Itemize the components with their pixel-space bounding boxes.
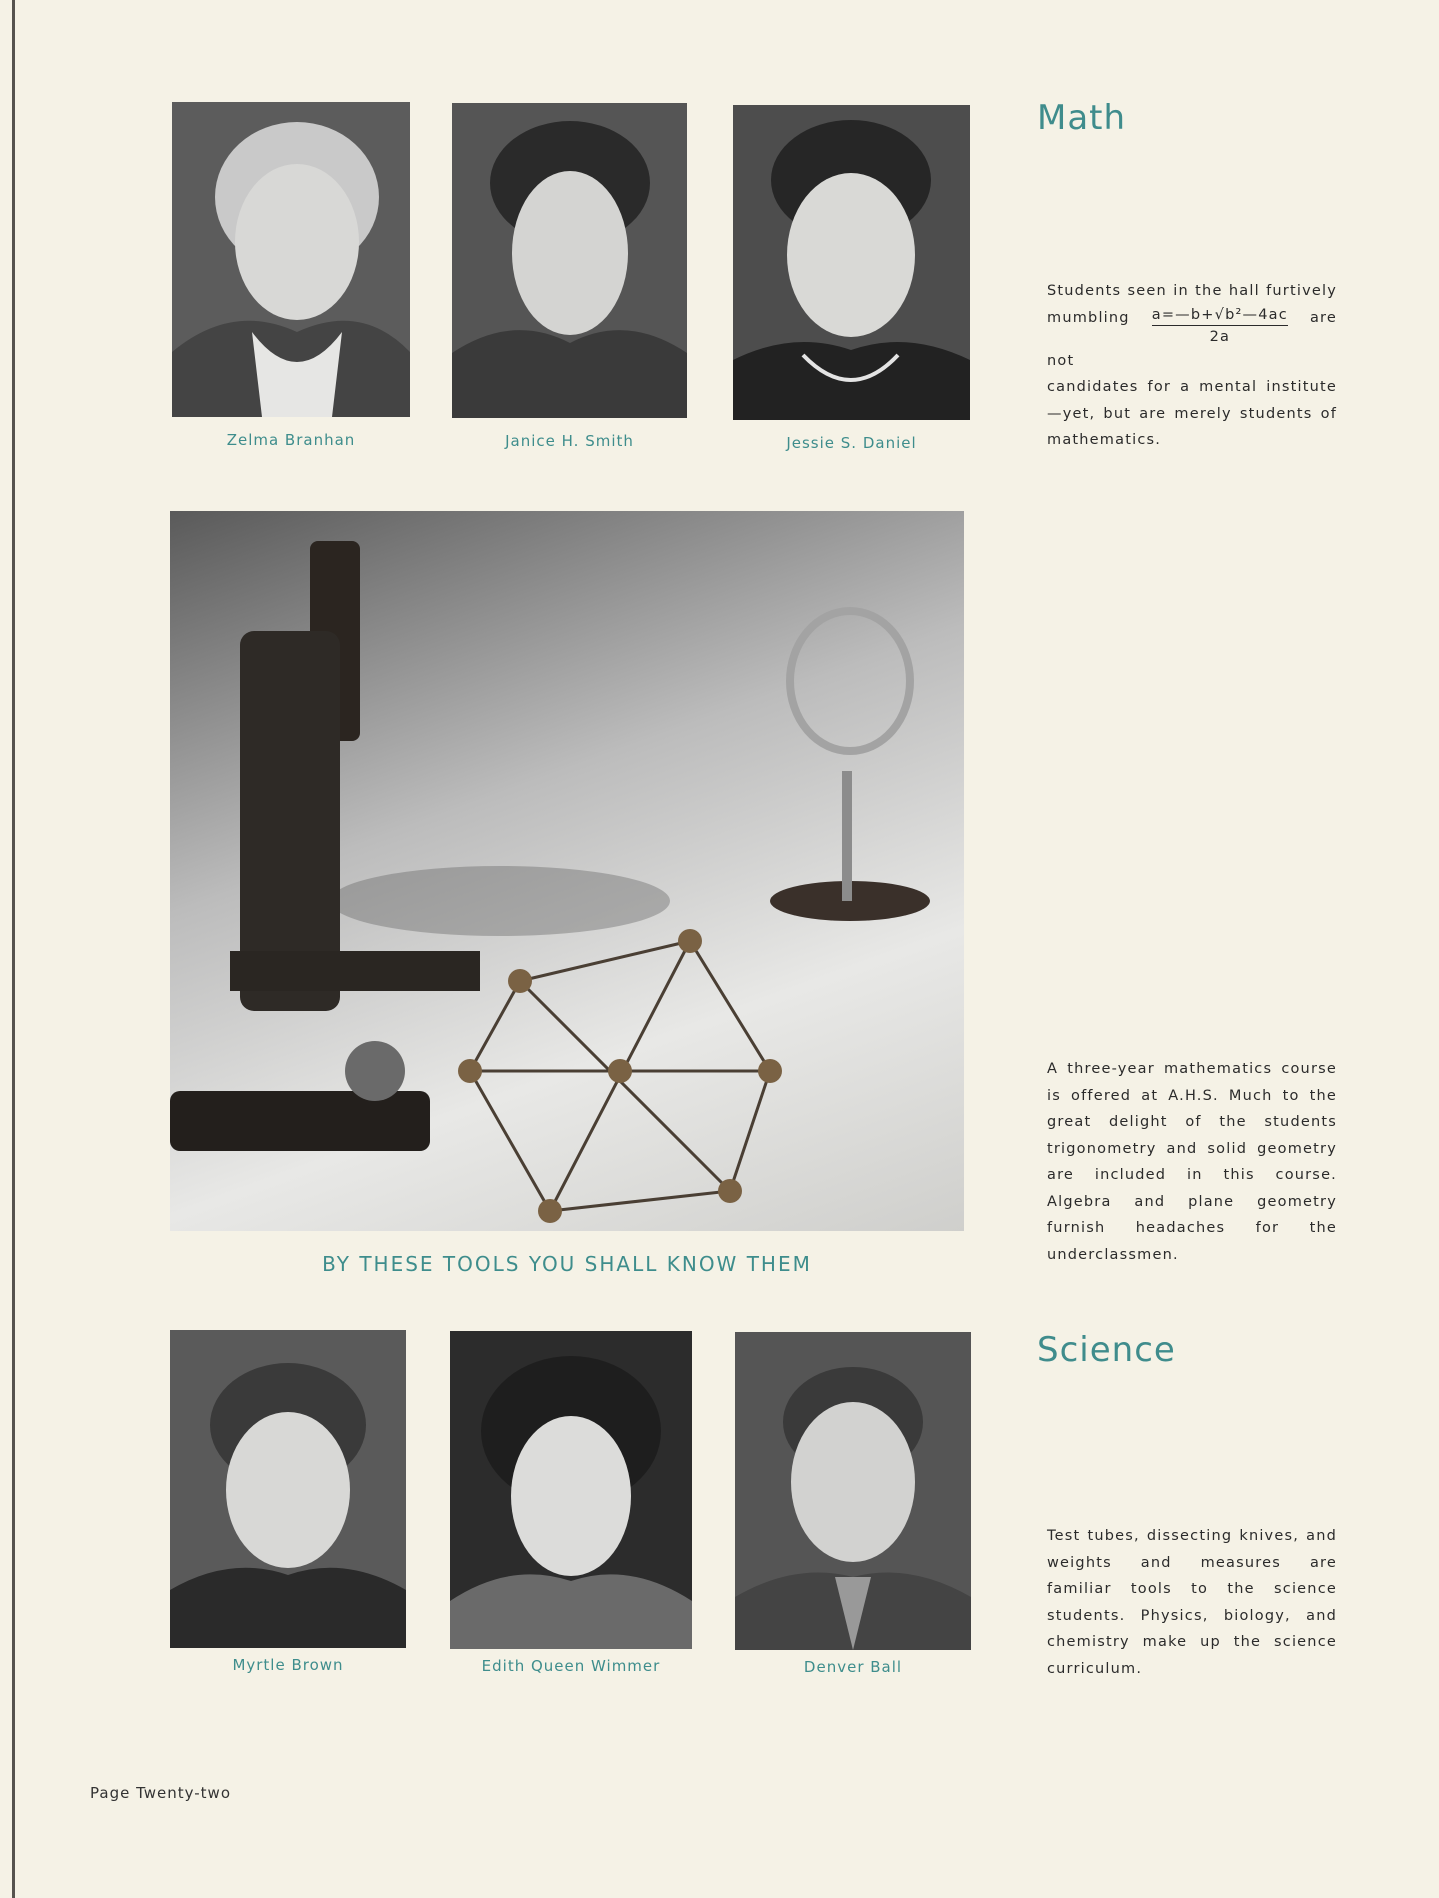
portrait-photo [170,1330,406,1648]
section-heading-math: Math [1037,98,1127,138]
math-course-paragraph: A three-year mathematics course is offered at A.H.S. Much to the great delight of the students trigonometry and solid geometry are included in this course. Algebra and plane geometry furnish headaches for the underclassmen. [1047,1061,1337,1263]
portrait-photo [735,1332,971,1650]
formula-numerator: a=—b+√b²—4ac [1152,305,1288,326]
photo-caption: BY THESE TOOLS YOU SHALL KNOW THEM [322,1252,812,1276]
binding-edge [12,0,15,1898]
formula-denominator: 2a [1209,328,1231,345]
portrait-photo [733,105,970,420]
page-number: Page Twenty-two [90,1784,231,1802]
quadratic-formula [1152,305,1288,348]
portrait-photo [450,1331,692,1649]
math-intro-rest: candidates for a mental institute—yet, but are merely students of mathematics. [1047,379,1337,448]
teacher-name-caption: Jessie S. Daniel [786,434,917,452]
science-tools-photo [170,511,964,1231]
science-paragraph: Test tubes, dissecting knives, and weights and measures are familiar tools to the science students. Physics, biology, and chemistry make up the science curriculum. [1047,1528,1337,1677]
math-intro-inline: are not [1047,309,1337,369]
teacher-name-caption: Zelma Branhan [226,431,356,449]
teacher-name-caption: Janice H. Smith [505,432,634,450]
math-intro-paragraph [1047,278,1337,454]
teacher-name-caption: Myrtle Brown [232,1656,344,1674]
portrait-photo [172,102,410,417]
teacher-name-caption: Edith Queen Wimmer [481,1657,661,1675]
math-intro-text: Students seen in the hall furtively mumbling [1047,283,1337,326]
section-heading-science: Science [1037,1330,1176,1370]
portrait-photo [452,103,687,418]
teacher-name-caption: Denver Ball [803,1658,903,1676]
